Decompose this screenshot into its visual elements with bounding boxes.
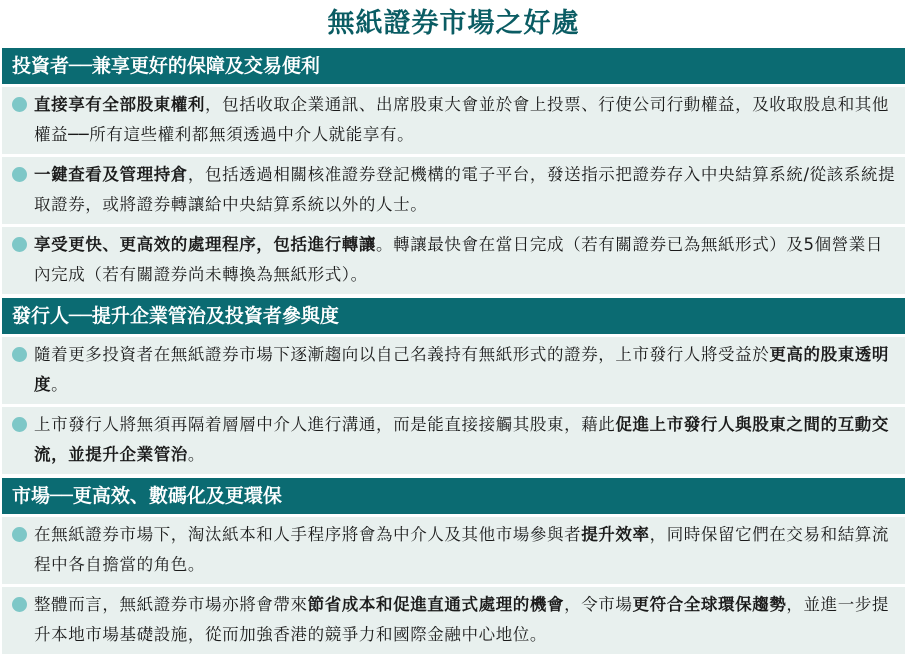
list-item — [2, 587, 905, 654]
page-title: 無紙證券市場之好處 — [327, 8, 580, 39]
list-item — [2, 517, 905, 584]
bullet-icon — [12, 237, 27, 252]
list-item — [2, 337, 905, 404]
bullet-icon — [12, 597, 27, 612]
item-text: ，包括透過相關核准證券登記機構的電子平台，發送指示把證券存入中央結算系統/從該系統提取證券，或將證券轉讓給中央結算系統以外的人士。 — [34, 165, 896, 214]
list-item — [2, 407, 905, 474]
item-highlight: 享受更快、更高效的處理程序，包括進行轉讓 — [34, 235, 376, 254]
item-highlight: 促進上市發行人與股東之間的互動交流，並提升企業管治 — [34, 415, 890, 464]
bullet-icon — [12, 97, 27, 112]
item-highlight: 一鍵查看及管理持倉 — [34, 165, 188, 184]
item-text: ，同時保留它們在交易和結算流程中各自擔當的角色。 — [34, 525, 890, 574]
item-text: 。 — [187, 445, 206, 464]
bullet-icon — [12, 347, 27, 362]
item-text: 上市發行人將無須再隔着層層中介人進行溝通，而是能直接接觸其股東，藉此 — [34, 415, 616, 434]
item-text: 。 — [51, 375, 69, 394]
item-text: 。轉讓最快會在當日完成（若有關證券已為無紙形式）及5個營業日內完成（若有關證券尚未轉換為無紙形式）。 — [34, 235, 883, 284]
item-text: 在無紙證券市場下，淘汰紙本和人手程序將會為中介人及其他市場參與者 — [34, 525, 582, 544]
item-highlight: 節省成本和促進直通式處理的機會 — [307, 595, 565, 614]
section-header-issuers: 發行人──提升企業管治及投資者參與度 — [2, 298, 905, 334]
item-highlight: 更高的股東透明度 — [34, 345, 890, 394]
section-header-market: 市場──更高效、數碼化及更環保 — [2, 478, 905, 514]
section-header-investors: 投資者──兼享更好的保障及交易便利 — [2, 48, 905, 84]
list-item — [2, 87, 905, 154]
bullet-icon — [12, 167, 27, 182]
item-text: ，包括收取企業通訊、出席股東大會並於會上投票、行使公司行動權益，及收取股息和其他權益──所有這些權利都無須透過中介人就能享有。 — [34, 95, 889, 144]
item-text: 整體而言，無紙證券市場亦將會帶來 — [34, 595, 308, 614]
item-text: 隨着更多投資者在無紙證券市場下逐漸趨向以自己名義持有無紙形式的證券，上市發行人將受益於 — [34, 345, 770, 364]
item-highlight: 提升效率 — [581, 525, 650, 544]
list-item — [2, 227, 905, 294]
item-text: ，並進一步提升本地市場基礎設施，從而加強香港的競爭力和國際金融中心地位。 — [34, 595, 890, 644]
bullet-icon — [12, 527, 27, 542]
item-highlight: 更符合全球環保趨勢 — [632, 595, 787, 614]
list-item — [2, 157, 905, 224]
bullet-icon — [12, 417, 27, 432]
item-text: ，令市場 — [564, 595, 633, 614]
item-highlight: 直接享有全部股東權利 — [34, 95, 205, 114]
